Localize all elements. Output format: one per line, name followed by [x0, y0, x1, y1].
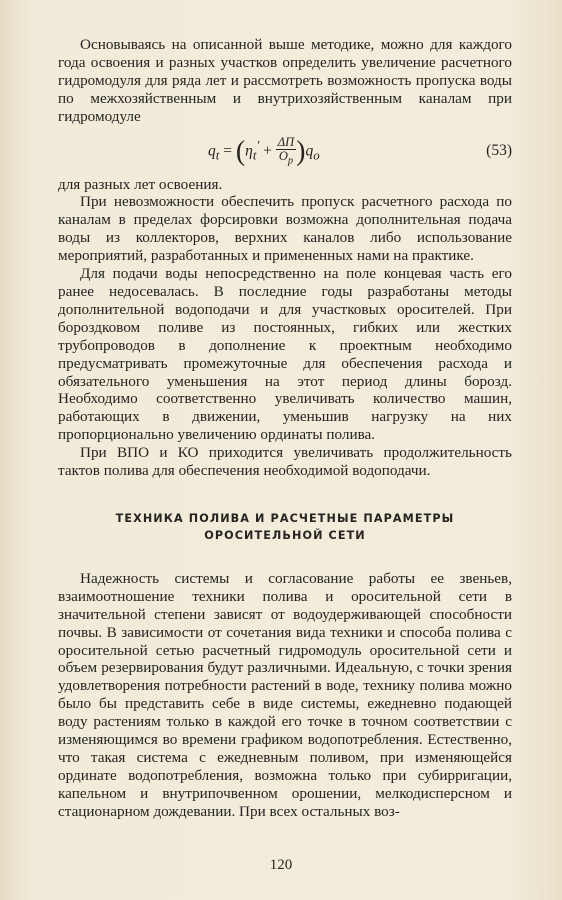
equation-expression: $q_t = (\eta_t'$ + $\frac{\Delta П}{О_р}$ )$q_o$	[208, 134, 320, 167]
paragraph-capacity: При невозможности обеспечить пропуск расчетного расхода по каналам в пределах форсировки возможна дополнительная подача воды из коллекторов, верхних каналов либо использование мероприятий, разработанных и примененных нами на практике.	[58, 193, 512, 265]
equation-53	[58, 130, 512, 174]
right-paren: )	[296, 135, 306, 167]
section-heading: ТЕХНИКА ПОЛИВА И РАСЧЕТНЫЕ ПАРАМЕТРЫ ОРОСИТЕЛЬНОЙ СЕТИ	[115, 511, 455, 542]
paragraph-after-formula: для разных лет освоения.	[58, 175, 223, 193]
page-number: 120	[269, 857, 293, 873]
paragraph-supply-methods: Для подачи воды непосредственно на поле концевая часть его ранее недосевалась. В последние годы разработаны методы дополнительной водоподачи и для участковых оросителей. При бороздковом поливе из постоянных, гибких или жестких трубопроводов в дополнение к проектным необходимо предусматривать промежуточные для обеспечения расхода и обязательного уменьшения на этот период длины борозд. Необходимо соответственно увеличивать количество машин, работающих в движении, уменьшив нагрузку на них пропорционально увеличению ординаты полива.	[58, 265, 512, 444]
paragraph-reliability: Надежность системы и согласование работы ее звеньев, взаимоотношение техники полива и оросительной сети в значительной степени зависят от водоудерживающей способности почвы. В зависимости от сочетания вида техники и способа полива с оросительной сетью расчетный гидромодуль оросительной сети и объем резервирования будут различными. Идеальную, с точки зрения удовлетворения потребности растений в воде, технику полива можно было бы представить себе в виде системы, ежедневно подающей воду растениям только в каждой его точке в точном соответствии с изменяющимся во времени графиком водопотребления. Естественно, что такая система с ежедневным поливом, при изменяющейся ординате водопотребления, возможна только при субирригации, капельном и внутрипочвенном орошении, мелкодисперсном и стационарном дождевании. При всех остальных воз-	[58, 569, 512, 820]
fraction: $\frac{\Delta П}{О_р}$	[277, 134, 295, 167]
paragraph-intro: Основываясь на описанной выше методике, можно для каждого года освоения и разных участков определить увеличение расчетного гидромодуля для ряда лет и рассмотреть возможность пропуска воды по межхозяйственным и внутрихозяйственным каналам при гидромодуле	[58, 36, 512, 125]
equation-number: (53)	[486, 141, 512, 159]
paragraph-vpo-ko: При ВПО и КО приходится увеличивать продолжительность тактов полива для обеспечения необходимой водоподачи.	[58, 444, 512, 480]
left-paren: (	[235, 135, 246, 167]
